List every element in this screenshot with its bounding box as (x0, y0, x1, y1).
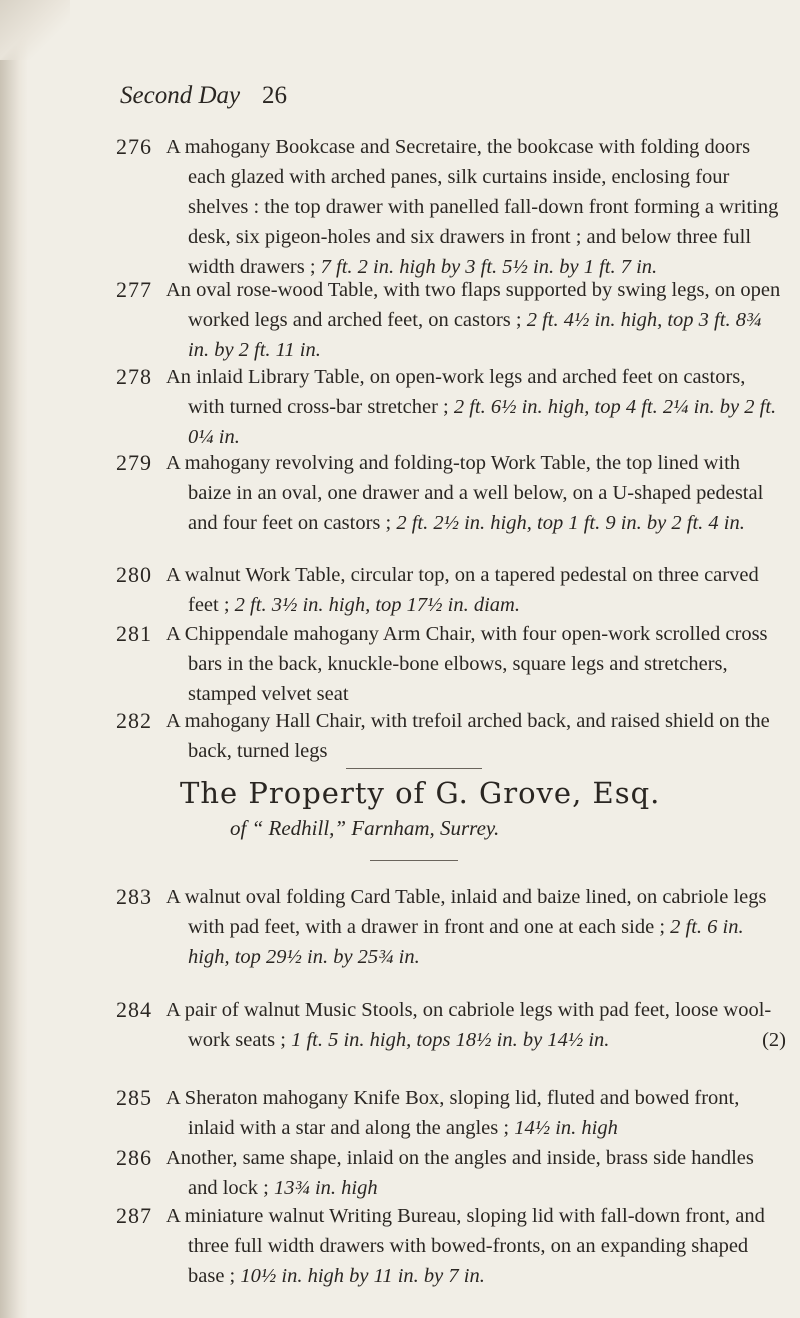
lot-description: Another, same shape, inlaid on the angles and inside, brass side handles and lock ; 13¾ in. high (166, 1147, 754, 1199)
lot-number: 280 (116, 562, 152, 587)
lot-number: 283 (116, 884, 152, 909)
lot-number: 279 (116, 450, 152, 475)
section-rule-top (346, 768, 482, 769)
lot-description: A walnut oval folding Card Table, inlaid and baize lined, on cabriole legs with pad feet, with a drawer in front and one at each side ; 2 ft. 6 in. high, top 29½ in. by 25¾ in. (166, 886, 767, 968)
lot-number: 286 (116, 1145, 152, 1170)
lot-description: A mahogany revolving and folding-top Work Table, the top lined with baize in an oval, one drawer and a well below, on a U-shaped pedestal and four feet on castors ; 2 ft. 2½ in. high, top 1 ft. 9 in. by 2 ft. 4 in. (166, 452, 764, 534)
lot-dimensions: 13¾ in. high (273, 1177, 378, 1199)
lot-dimensions: 2 ft. 3½ in. high, top 17½ in. diam. (234, 594, 520, 616)
lot-description: A mahogany Bookcase and Secretaire, the bookcase with folding doors each glazed with arched panes, silk curtains inside, enclosing four shelves : the top drawer with panelled fall-down front forming a writing desk, six pigeon-holes and six drawers in front ; and below three full width drawers ; 7 ft. 2 in. high by 3 ft. 5½ in. by 1 ft. 7 in. (166, 136, 779, 278)
section-rule-bottom (370, 860, 458, 861)
lot-number: 285 (116, 1085, 152, 1110)
section-title: The Property of G. Grove, Esq. (180, 776, 661, 810)
lot-number: 284 (116, 997, 152, 1022)
lot-description: An inlaid Library Table, on open-work legs and arched feet on castors, with turned cross-bar stretcher ; 2 ft. 6½ in. high, top 4 ft. 2¼ in. by 2 ft. 0¼ in. (166, 366, 777, 448)
lot-dimensions: 2 ft. 4½ in. high, top 3 ft. 8¾ in. by 2 ft. 11 in. (188, 309, 762, 361)
lot-dimensions: 2 ft. 6 in. high, top 29½ in. by 25¾ in. (188, 916, 744, 968)
lot-number: 287 (116, 1203, 152, 1228)
section-subtitle: of “ Redhill,” Farnham, Surrey. (230, 816, 500, 840)
lot-dimensions: 14½ in. high (514, 1117, 618, 1139)
lot-number: 281 (116, 621, 152, 646)
lot-dimensions: 1 ft. 5 in. high, tops 18½ in. by 14½ in. (291, 1029, 610, 1051)
lot-description: A Chippendale mahogany Arm Chair, with four open-work scrolled cross bars in the back, knuckle-bone elbows, square legs and stretchers, stamped velvet seat (166, 623, 768, 705)
running-head: Second Day (120, 82, 241, 109)
lot-description: A miniature walnut Writing Bureau, sloping lid with fall-down front, and three full width drawers with bowed-fronts, on an expanding shaped base ; 10½ in. high by 11 in. by 7 in. (166, 1205, 765, 1287)
lot-dimensions: 2 ft. 2½ in. high, top 1 ft. 9 in. by 2 ft. 4 in. (396, 512, 745, 534)
lot-number: 277 (116, 277, 152, 302)
lot-description: A Sheraton mahogany Knife Box, sloping lid, fluted and bowed front, inlaid with a star and along the angles ; 14½ in. high (166, 1087, 740, 1139)
page-number: 26 (262, 82, 287, 109)
page-corner-fold (0, 0, 70, 60)
lot-number: 276 (116, 134, 152, 159)
lot-number: 278 (116, 364, 152, 389)
lot-number: 282 (116, 708, 152, 733)
lot-quantity: (2) (762, 1029, 786, 1051)
lot-description: A walnut Work Table, circular top, on a tapered pedestal on three carved feet ; 2 ft. 3½ in. high, top 17½ in. diam. (166, 564, 759, 616)
page-edge-shadow (0, 0, 28, 1318)
lot-description: A mahogany Hall Chair, with trefoil arched back, and raised shield on the back, turned legs (166, 710, 770, 762)
lot-description: An oval rose-wood Table, with two flaps supported by swing legs, on open worked legs and arched feet, on castors ; 2 ft. 4½ in. high, top 3 ft. 8¾ in. by 2 ft. 11 in. (166, 279, 781, 361)
lot-dimensions: 2 ft. 6½ in. high, top 4 ft. 2¼ in. by 2 ft. 0¼ in. (188, 396, 777, 448)
page-header (120, 82, 760, 116)
lot-dimensions: 7 ft. 2 in. high by 3 ft. 5½ in. by 1 ft. 7 in. (320, 256, 658, 278)
lot-description: A pair of walnut Music Stools, on cabriole legs with pad feet, loose wool-work seats ; 1 ft. 5 in. high, tops 18½ in. by 14½ in. (2) (166, 995, 786, 1055)
lot-dimensions: 10½ in. high by 11 in. by 7 in. (240, 1265, 485, 1287)
